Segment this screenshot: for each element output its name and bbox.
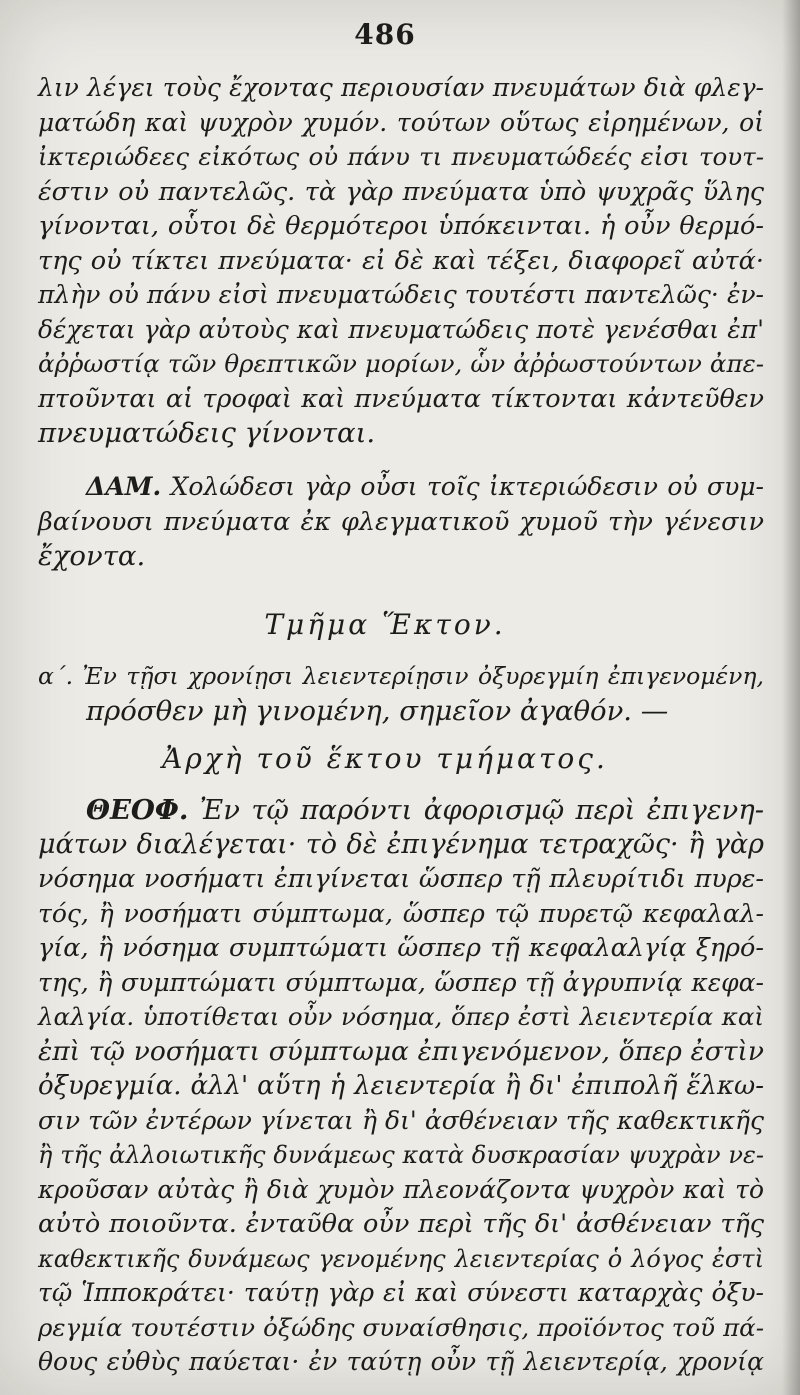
text-line: της οὐ τίκτει πνεύματα· εἰ δὲ καὶ τέξει, διαφορεῖ αὐτά·	[38, 245, 764, 276]
aphorism	[38, 659, 764, 728]
text-line: ἔχοντα.	[38, 540, 146, 572]
text-line: ἢ τῆς ἀλλοιωτικῆς δυνάμεως κατὰ δυσκρασίαν ψυχρὰν νε-	[38, 1141, 764, 1169]
text-line: βαίνουσι πνεύματα ἐκ φλεγματικοῦ χυμοῦ τὴν γένεσιν	[38, 506, 764, 537]
text-line: της, ἢ συμπτώματι σύμπτωμα, ὥσπερ τῇ ἀγρυπνίᾳ κεφα-	[38, 967, 764, 997]
text-line: δέχεται γὰρ αὐτοὺς καὶ πνευματώδεις ποτὲ γενέσθαι ἐπ'	[38, 314, 764, 344]
section-title: Τμῆμα Ἕκτον.	[264, 608, 506, 641]
page-edge-shadow	[782, 0, 800, 1395]
text-line: πνευματώδεις γίνονται.	[38, 417, 376, 449]
text-line: λαλγία. ὑποτίθεται οὖν νόσημα, ὅπερ ἐστὶ λειεντερία καὶ	[38, 1002, 764, 1031]
text-line: πρόσθεν μὴ γινομένη, σημεῖον ἀγαθόν. —	[86, 694, 669, 727]
text-line: ματώδη καὶ ψυχρὸν χυμόν. τούτων οὕτως εἰρημένων, οἱ	[38, 107, 764, 137]
paragraph-3	[38, 793, 764, 1380]
text-line: καθεκτικῆς δυνάμεως γενομένης λειεντερίας ὁ λόγος ἐστὶ	[38, 1244, 764, 1273]
section-heading: Ἀρχὴ τοῦ ἕκτου τμήματος.	[162, 742, 608, 775]
text-line: αὐτὸ ποιοῦντα. ἐνταῦθα οὖν περὶ τῆς δι' ἀσθένειαν τῆς	[38, 1209, 764, 1239]
text-line: γίνονται, οὗτοι δὲ θερμότεροι ὑπόκεινται. ἡ οὖν θερμό-	[38, 211, 764, 241]
text-line: έστιν οὐ παντελῶς. τὰ γὰρ πνεύματα ὑπὸ ψυχρᾶς ὕλης	[38, 176, 764, 207]
text-line	[38, 793, 764, 828]
text-line: κροῦσαν αὐτὰς ἢ διὰ χυμὸν πλεονάζοντα ψυχρὸν καὶ τὸ	[38, 1174, 764, 1204]
text-line: α΄. Ἐν τῇσι χρονίῃσι λειεντερίῃσιν ὀξυρεγμίη ἐπιγενομένη,	[38, 662, 764, 690]
page-number: 486	[354, 18, 416, 51]
paragraph-2	[38, 470, 764, 574]
speaker-label: ΘΕΟΦ.	[86, 794, 189, 826]
text-line: ὀξυρεγμία. ἀλλ' αὕτη ἡ λειεντερία ἢ δι' ἐπιπολῆ ἕλκω-	[38, 1071, 764, 1101]
text-line: τῷ Ἱπποκράτει· ταύτῃ γὰρ εἰ καὶ σύνεστι καταρχὰς ὀξυ-	[38, 1278, 764, 1307]
text-line	[38, 470, 764, 505]
text-line: νόσημα νοσήματι ἐπιγίνεται ὥσπερ τῇ πλευρίτιδι πυρε-	[38, 864, 764, 894]
text-line: ἐπὶ τῷ νοσήματι σύμπτωμα ἐπιγενόμενον, ὅπερ ἐστὶν	[38, 1035, 764, 1067]
speaker-label: ΔΑΜ.	[86, 472, 162, 501]
text-line: σιν τῶν ἐντέρων γίνεται ἢ δι' ἀσθένειαν τῆς καθεκτικῆς	[38, 1105, 764, 1135]
text-line: μάτων διαλέγεται· τὸ δὲ ἐπιγένημα τετραχῶς· ἢ γὰρ	[38, 828, 764, 860]
text-line: πτοῦνται αἱ τροφαὶ καὶ πνεύματα τίκτονται κἀντεῦθεν	[38, 383, 764, 414]
text-line: ρεγμία τουτέστιν ὀξώδης συναίσθησις, προϊόντος τοῦ πά-	[38, 1312, 764, 1342]
text-line: θους εὐθὺς παύεται· ἐν ταύτῃ οὖν τῇ λειεντερίᾳ, χρονίᾳ	[38, 1347, 764, 1376]
text-line: λιν λέγει τοὺς ἔχοντας περιουσίαν πνευμάτων διὰ φλεγ-	[38, 73, 764, 102]
text-line: ἀῤῥωστίᾳ τῶν θρεπτικῶν μορίων, ὧν ἀῤῥωστούντων ἀπε-	[38, 349, 764, 378]
text-line: γία, ἢ νόσημα συμπτώματι ὥσπερ τῇ κεφαλαλγίᾳ ξηρό-	[38, 933, 764, 963]
line-text: Χολώδεσι γὰρ οὖσι τοῖς ἰκτεριώδεσιν οὐ συμ-	[170, 472, 764, 501]
paragraph-1	[38, 71, 764, 451]
text-line: τός, ἢ νοσήματι σύμπτωμα, ὥσπερ τῷ πυρετῷ κεφαλαλ-	[38, 898, 764, 928]
text-line: ἰκτεριώδεες εἰκότως οὐ πάνυ τι πνευματώδεές εἰσι τουτ-	[38, 142, 764, 171]
line-text: Ἐν τῷ παρόντι ἀφορισμῷ περὶ ἐπιγενη-	[199, 794, 764, 826]
text-line: πλὴν οὐ πάνυ εἰσὶ πνευματώδεις τουτέστι παντελῶς· ἐν-	[38, 280, 764, 309]
